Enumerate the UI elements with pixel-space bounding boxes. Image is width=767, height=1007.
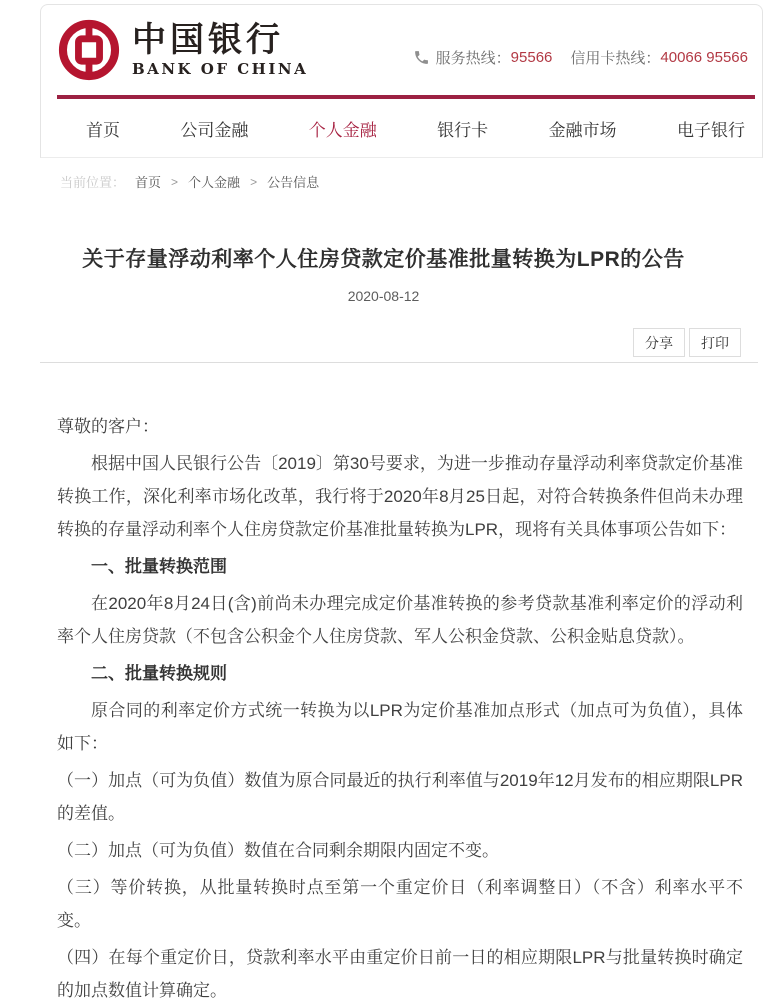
breadcrumb-separator-icon: > (171, 174, 179, 189)
bank-of-china-emblem-icon (58, 19, 120, 81)
paragraph-rule-4: （四）在每个重定价日，贷款利率水平由重定价日前一日的相应期限LPR与批量转换时确定的加点数值计算确定。 (57, 948, 743, 1000)
salutation: 尊敬的客户： (57, 417, 159, 436)
brand-name-chinese: 中国银行 (132, 20, 284, 60)
nav-item-home[interactable]: 首页 (86, 120, 120, 140)
card-hotline-number: 40066 95566 (660, 48, 748, 66)
phone-icon (413, 49, 430, 66)
paragraph-rule-1: （一）加点（可为负值）数值为原合同最近的执行利率值与2019年12月发布的相应期限LPR的差值。 (57, 771, 743, 823)
service-hotline-number: 95566 (510, 48, 553, 66)
nav-item-financial-markets[interactable]: 金融市场 (548, 120, 617, 140)
header-card (40, 4, 763, 158)
nav-item-bank-cards[interactable]: 银行卡 (437, 120, 489, 140)
breadcrumb-home[interactable]: 首页 (135, 175, 162, 190)
section-heading-1: 一、批量转换范围 (91, 557, 227, 576)
section-heading-2: 二、批量转换规则 (91, 664, 227, 683)
main-nav (41, 99, 762, 157)
page (0, 4, 767, 1007)
article-date: 2020-08-12 (347, 288, 420, 304)
breadcrumb-label: 当前位置： (60, 175, 126, 190)
share-button[interactable]: 分享 (633, 328, 685, 357)
brand-logo[interactable] (58, 19, 308, 81)
service-hotline-label: 服务热线： (435, 49, 511, 67)
header-top (41, 5, 762, 95)
article-content (0, 363, 767, 1007)
breadcrumb-announcements[interactable]: 公告信息 (267, 175, 320, 190)
card-hotline-label: 信用卡热线： (570, 49, 661, 67)
article (0, 243, 767, 1007)
breadcrumb (60, 172, 767, 191)
article-title: 关于存量浮动利率个人住房贷款定价基准批量转换为LPR的公告 (82, 248, 685, 271)
paragraph-rule-3: （三）等价转换，从批量转换时点至第一个重定价日（利率调整日）（不含）利率水平不变。 (57, 878, 743, 930)
print-button[interactable]: 打印 (689, 328, 741, 357)
article-actions (0, 328, 741, 357)
nav-item-e-banking[interactable]: 电子银行 (676, 120, 745, 140)
paragraph-rule-2: （二）加点（可为负值）数值在合同剩余期限内固定不变。 (57, 841, 499, 860)
breadcrumb-separator-icon: > (250, 174, 258, 189)
brand-name-english: BANK OF CHINA (132, 60, 309, 78)
paragraph-scope: 在2020年8月24日(含)前尚未办理完成定价基准转换的参考贷款基准利率定价的浮动利率个人住房贷款（不包含公积金个人住房贷款、军人公积金贷款、公积金贴息贷款）。 (57, 594, 743, 646)
nav-item-personal-banking[interactable]: 个人金融 (308, 120, 377, 140)
nav-item-corporate-banking[interactable]: 公司金融 (180, 120, 249, 140)
paragraph-rules-intro: 原合同的利率定价方式统一转换为以LPR为定价基准加点形式（加点可为负值），具体如下： (57, 701, 743, 753)
hotlines (413, 47, 752, 68)
paragraph-intro: 根据中国人民银行公告〔2019〕第30号要求，为进一步推动存量浮动利率贷款定价基准转换工作，深化利率市场化改革，我行将于2020年8月25日起，对符合转换条件但尚未办理转换的存量浮动利率个人住房贷款定价基准批量转换为LPR，现将有关具体事项公告如下： (57, 454, 743, 539)
brand-text (132, 22, 308, 78)
breadcrumb-personal-banking[interactable]: 个人金融 (188, 175, 241, 190)
